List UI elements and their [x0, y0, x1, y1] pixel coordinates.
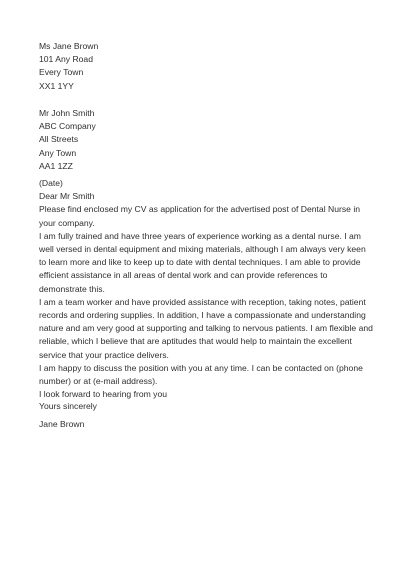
recipient-name: Mr John Smith — [39, 108, 95, 118]
recipient-street: All Streets — [39, 134, 79, 145]
closing-phrase: Yours sincerely — [39, 401, 97, 411]
sender-name: Ms Jane Brown — [39, 41, 99, 51]
recipient-postcode: AA1 1ZZ — [39, 160, 73, 171]
recipient-town: Any Town — [39, 147, 77, 158]
closing-block — [39, 400, 383, 413]
sender-town: Every Town — [39, 67, 84, 78]
body-paragraph-skills: I am a team worker and have provided assistance with reception, taking notes, patient records and ordering supplies. In addition, I have a compassionate and understanding nature and am very good at supporting and talking to nervous patients. I am flexible and reliable, which I believe that are aptitudes that would help to maintain the excellent service that your practice delivers. — [39, 296, 373, 360]
body-paragraph-contact: I am happy to discuss the position with you at any time. I can be contacted on (phone number) or at (e-mail address). — [39, 362, 363, 387]
body-paragraph-intro: Please find enclosed my CV as application for the advertised post of Dental Nurse in your company. — [39, 204, 361, 228]
letter-body — [39, 177, 383, 401]
sender-postcode: XX1 1YY — [39, 80, 74, 91]
body-paragraph-closing: I look forward to hearing from you — [39, 389, 168, 400]
sender-address — [39, 40, 383, 93]
signature-block — [39, 418, 383, 431]
signature-name: Jane Brown — [39, 419, 85, 429]
letter-date: (Date) — [39, 178, 63, 188]
recipient-address — [39, 107, 383, 173]
recipient-company: ABC Company — [39, 121, 96, 132]
body-paragraph-experience: I am fully trained and have three years of experience working as a dental nurse. I am well versed in dental equipment and mixing materials, although I am always very keen to learn more and like to keep up to date with dental techniques. I am able to provide efficient assistance in all areas of dental work and can provide references to demonstrate this. — [39, 230, 366, 294]
salutation: Dear Mr Smith — [39, 191, 95, 202]
sender-street: 101 Any Road — [39, 54, 93, 65]
